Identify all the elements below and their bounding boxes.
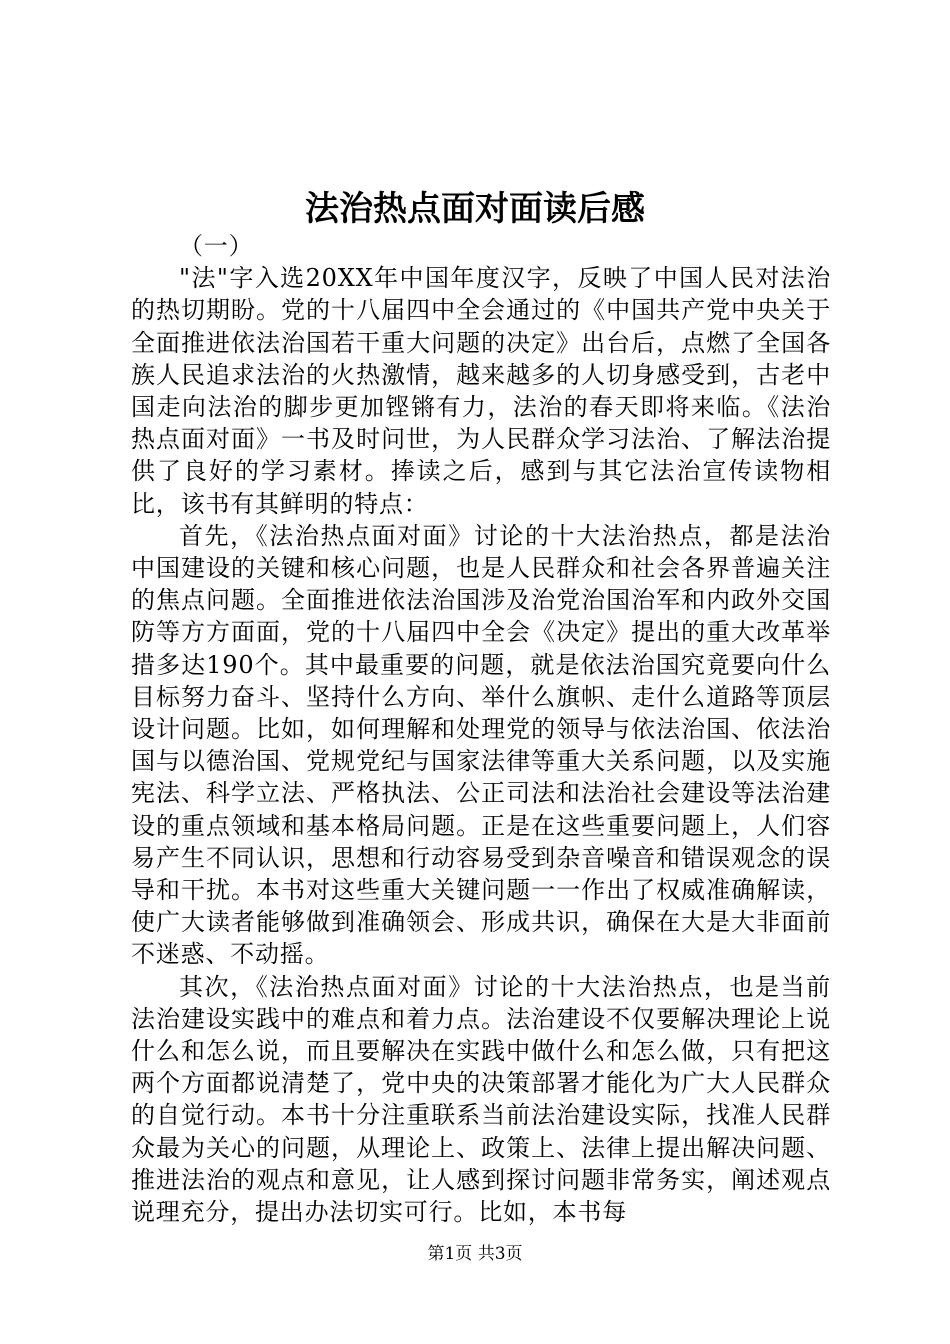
paragraph-second: 其次，《法治热点面对面》讨论的十大法治热点，也是当前法治建设实践中的难点和着力点。法治建设不仅要解决理论上说什么和怎么说，而且要解决在实践中做什么和怎么做，只有把这两个方面都说清楚了，党中央的决策部署才能化为广大人民群众的自觉行动。本书十分注重联系当前法治建设实际，找准人民群众最为关心的问题，从理论上、政策上、法律上提出解决问题、推进法治的观点和意见，让人感到探讨问题非常务实，阐述观点说理充分，提出办法切实可行。比如，本书每 xyxy=(131,972,831,1227)
paragraph-first: 首先，《法治热点面对面》讨论的十大法治热点，都是法治中国建设的关键和核心问题，也是人民群众和社会各界普遍关注的焦点问题。全面推进依法治国涉及治党治国治军和内政外交国防等方方面面，党的十八届四中全会《决定》提出的重大改革举措多达190个。其中最重要的问题，就是依法治国究竟要向什么目标努力奋斗、坚持什么方向、举什么旗帜、走什么道路等顶层设计问题。比如，如何理解和处理党的领导与依法治国、依法治国与以德治国、党规党纪与国家法律等重大关系问题，以及实施宪法、科学立法、严格执法、公正司法和法治社会建设等法治建设的重点领域和基本格局问题。正是在这些重要问题上，人们容易产生不同认识，思想和行动容易受到杂音噪音和错误观念的误导和干扰。本书对这些重大关键问题一一作出了权威准确解读，使广大读者能够做到准确领会、形成共识，确保在大是大非面前不迷惑、不动摇。 xyxy=(131,521,831,969)
document-title: 法治热点面对面读后感 xyxy=(305,189,645,229)
document-body xyxy=(131,230,831,1228)
paragraph-intro: "法"字入选20XX年中国年度汉字，反映了中国人民对法治的热切期盼。党的十八届四中全会通过的《中国共产党中央关于全面推进依法治国若干重大问题的决定》出台后，点燃了全国各族人民追求法治的火热激情，越来越多的人切身感受到，古老中国走向法治的脚步更加铿锵有力，法治的春天即将来临。《法治热点面对面》一书及时问世，为人民群众学习法治、了解法治提供了良好的学习素材。捧读之后，感到与其它法治宣传读物相比，该书有其鲜明的特点： xyxy=(131,264,831,518)
page-number-footer: 第1页 共3页 xyxy=(427,1244,523,1264)
section-label: （一） xyxy=(179,232,254,260)
